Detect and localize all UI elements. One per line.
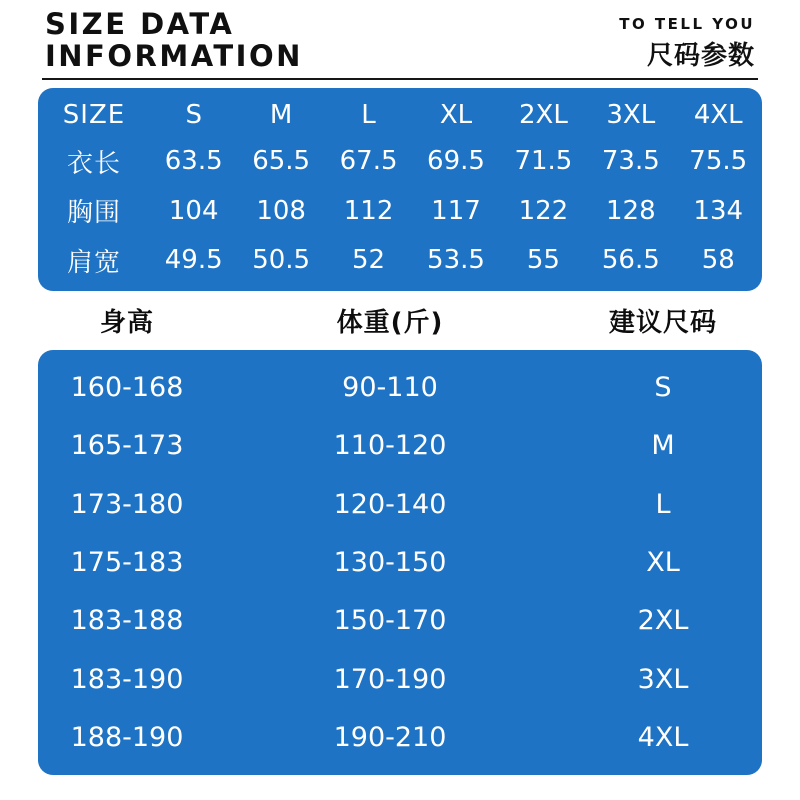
cell: 53.5 <box>427 245 485 276</box>
size-col-header: 3XL <box>606 100 656 131</box>
table-row <box>38 547 762 578</box>
table-row <box>38 242 762 279</box>
cell-height: 160-168 <box>70 371 184 403</box>
row-label-garment-length: 衣长 <box>66 148 121 179</box>
cell: 112 <box>343 195 394 226</box>
cell-weight: 120-140 <box>333 488 447 520</box>
row-label-chest: 胸围 <box>66 198 121 229</box>
cell-weight: 190-210 <box>333 722 447 754</box>
page-header <box>45 8 755 73</box>
cell: 58 <box>701 245 735 276</box>
cell: 134 <box>693 195 744 226</box>
cell-size: XL <box>646 546 680 578</box>
cell-height: 175-183 <box>70 546 184 578</box>
table-row <box>38 664 762 695</box>
cell-weight: 130-150 <box>333 546 447 578</box>
table-row <box>38 430 762 461</box>
table-row <box>38 489 762 520</box>
cell: 71.5 <box>514 146 573 177</box>
cell: 69.5 <box>427 146 485 177</box>
cell: 117 <box>431 195 481 226</box>
size-table <box>38 88 762 291</box>
cell: 73.5 <box>601 146 660 177</box>
cell-size: S <box>654 371 672 403</box>
header-subtitle <box>619 8 755 72</box>
size-col-header: XL <box>439 100 473 131</box>
row-label-shoulder: 肩宽 <box>66 247 121 278</box>
cell: 122 <box>518 195 569 226</box>
cell: 55 <box>526 245 560 276</box>
table-row <box>38 722 762 753</box>
subtitle-english: TO TELL YOU <box>619 15 755 33</box>
size-col-header: 2XL <box>518 100 568 131</box>
size-col-header: L <box>361 100 376 131</box>
cell: 63.5 <box>164 146 223 177</box>
page-title-line2: INFORMATION <box>45 39 303 74</box>
header-divider <box>42 78 758 80</box>
cell-height: 188-190 <box>70 722 184 754</box>
fit-table-header-band <box>38 292 762 348</box>
size-col-header: M <box>269 100 293 131</box>
cell-size: L <box>655 488 671 520</box>
cell-height: 173-180 <box>70 488 184 520</box>
cell-height: 183-190 <box>70 663 184 695</box>
cell-weight: 90-110 <box>342 371 438 403</box>
cell: 128 <box>606 195 656 226</box>
subtitle-chinese: 尺码参数 <box>646 41 755 71</box>
cell-size: 2XL <box>637 605 689 637</box>
cell: 67.5 <box>339 146 398 177</box>
cell-weight: 170-190 <box>333 663 447 695</box>
cell-size: 4XL <box>637 722 689 754</box>
cell-size: 3XL <box>637 663 689 695</box>
fit-table <box>38 350 762 775</box>
table-row <box>38 192 762 229</box>
size-col-header: 4XL <box>693 100 743 131</box>
cell-height: 165-173 <box>70 430 184 462</box>
cell: 104 <box>168 195 219 226</box>
header-weight: 体重(斤) <box>336 307 444 338</box>
size-table-header-row <box>38 100 762 130</box>
cell: 65.5 <box>252 146 311 177</box>
table-row <box>38 372 762 403</box>
size-table-corner-label: SIZE <box>62 100 126 131</box>
cell-height: 183-188 <box>70 605 184 637</box>
cell: 108 <box>256 195 306 226</box>
cell: 75.5 <box>689 146 748 177</box>
cell: 52 <box>352 245 386 276</box>
table-row <box>38 605 762 636</box>
cell-weight: 110-120 <box>333 430 447 462</box>
cell-weight: 150-170 <box>333 605 447 637</box>
table-row <box>38 143 762 180</box>
page-title <box>45 8 303 73</box>
cell: 56.5 <box>601 245 660 276</box>
cell: 49.5 <box>164 245 223 276</box>
header-suggested-size: 建议尺码 <box>608 307 717 338</box>
cell-size: M <box>651 430 675 462</box>
header-height: 身高 <box>99 307 154 338</box>
cell: 50.5 <box>252 245 311 276</box>
size-col-header: S <box>185 100 202 131</box>
page-title-line1: SIZE DATA <box>45 7 235 41</box>
